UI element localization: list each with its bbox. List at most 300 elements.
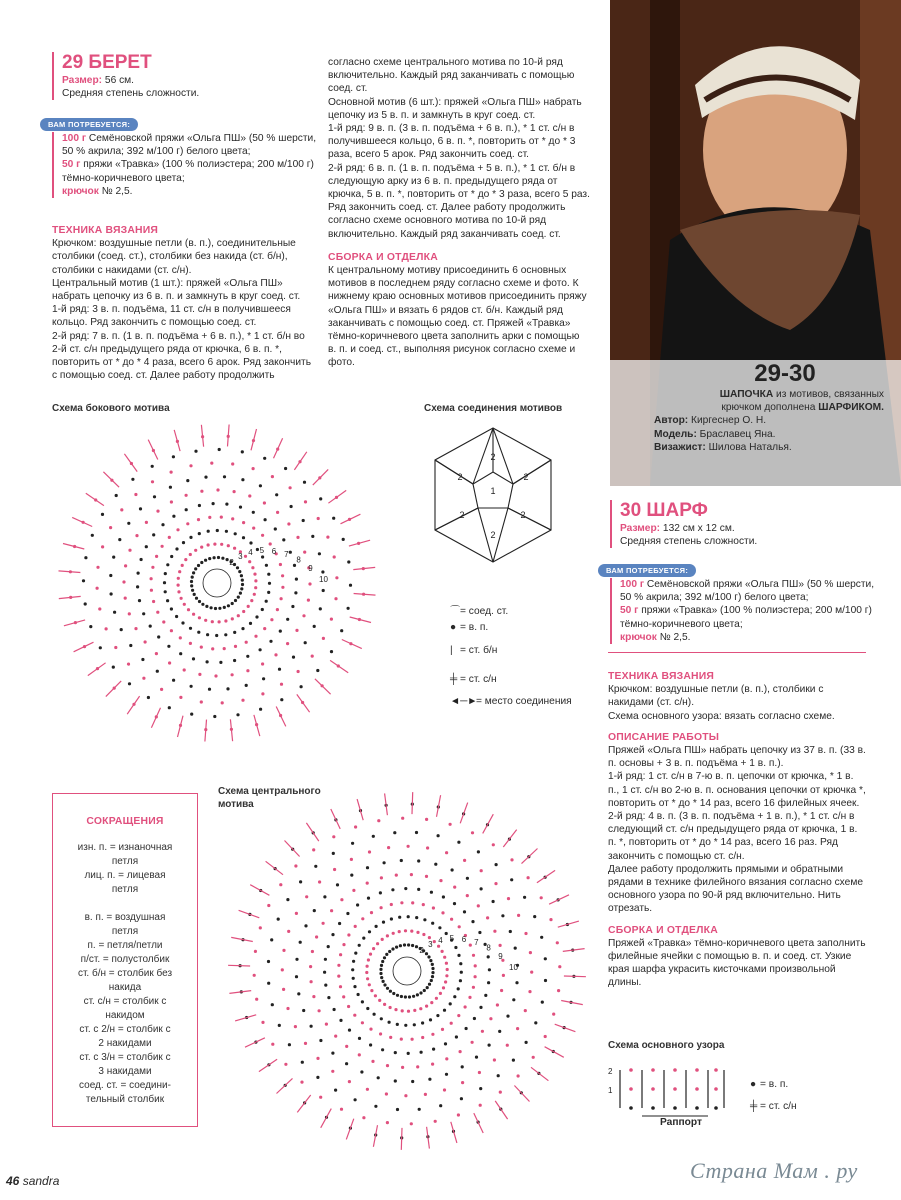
stitch-dot bbox=[362, 1116, 365, 1119]
stitch-dot bbox=[445, 932, 448, 935]
stitch-dot bbox=[375, 925, 378, 928]
stitch-dot bbox=[314, 865, 317, 868]
stitch-dot bbox=[360, 1070, 363, 1073]
page-footer bbox=[6, 1174, 59, 1188]
stitch-spoke bbox=[228, 965, 250, 966]
beret-technique bbox=[52, 224, 314, 382]
stitch-dot bbox=[170, 607, 173, 610]
stitch-dot bbox=[303, 551, 306, 554]
stitch-spoke bbox=[178, 716, 184, 737]
stitch-dot bbox=[180, 597, 183, 600]
stitch-dot bbox=[445, 1073, 448, 1076]
stitch-dot bbox=[259, 484, 262, 487]
stitch-spoke bbox=[63, 544, 84, 550]
stitch-dot bbox=[499, 944, 502, 947]
stitch-dot bbox=[309, 965, 312, 968]
stitch-dot bbox=[175, 615, 178, 618]
stitch-dot bbox=[193, 593, 196, 596]
stitch-dot bbox=[373, 1013, 376, 1016]
stitch-dot bbox=[261, 1021, 264, 1024]
stitch-dot bbox=[259, 648, 262, 651]
stitch-dot bbox=[282, 988, 285, 991]
stitch-dot bbox=[112, 666, 115, 669]
stitch-dot bbox=[295, 958, 298, 961]
stitch-dot bbox=[134, 627, 137, 630]
stitch-dot bbox=[368, 930, 371, 933]
stitch-dot bbox=[204, 619, 207, 622]
stitch-dot bbox=[427, 955, 430, 958]
stitch-dot bbox=[460, 1097, 463, 1100]
abbr-line: ст. с 3/н = столбик с bbox=[79, 1052, 171, 1063]
stitch-dot bbox=[239, 506, 242, 509]
stitch-dot bbox=[398, 930, 401, 933]
stitch-dot bbox=[312, 848, 315, 851]
stitch-dot bbox=[241, 583, 244, 586]
stitch-dot bbox=[348, 1029, 351, 1032]
stitch-dot bbox=[200, 646, 203, 649]
stitch-dot bbox=[194, 549, 197, 552]
stitch-dot bbox=[361, 1000, 364, 1003]
stitch-dot bbox=[218, 448, 221, 451]
stitch-dot bbox=[492, 900, 495, 903]
stitch-dot bbox=[400, 995, 403, 998]
stitch-dot bbox=[454, 946, 457, 949]
stitch-dot bbox=[338, 922, 341, 925]
stitch-dot bbox=[118, 538, 121, 541]
stitch-dot bbox=[316, 1076, 319, 1079]
stitch-dot bbox=[530, 971, 533, 974]
stitch-dot bbox=[493, 1058, 496, 1061]
stitch-dot bbox=[324, 958, 327, 961]
stitch-dot bbox=[533, 915, 536, 918]
stitch-dot bbox=[517, 914, 520, 917]
legend bbox=[450, 605, 600, 715]
stitch-dot bbox=[393, 831, 396, 834]
stitch-dot bbox=[388, 950, 391, 953]
stitch-dot bbox=[342, 943, 345, 946]
stitch-dot bbox=[347, 1005, 350, 1008]
stitch-dot bbox=[286, 1007, 289, 1010]
stitch-dot bbox=[400, 1038, 403, 1041]
stitch-dot bbox=[431, 971, 434, 974]
stitch-dot bbox=[194, 450, 197, 453]
stitch-dot bbox=[457, 987, 460, 990]
stitch-dot bbox=[282, 538, 285, 541]
stitch-dot bbox=[422, 933, 425, 936]
stitch-dot bbox=[407, 845, 410, 848]
abbr-line: ст. б/н = столбик без bbox=[77, 968, 173, 979]
stitch-dot bbox=[242, 521, 245, 524]
stitch-dot bbox=[227, 544, 230, 547]
stitch-dot bbox=[407, 1010, 410, 1013]
stitch-dot bbox=[383, 861, 386, 864]
stitch-dot bbox=[186, 479, 189, 482]
stitch-dot bbox=[109, 526, 112, 529]
stitch-dot bbox=[241, 627, 244, 630]
stitch-dot bbox=[253, 974, 256, 977]
stitch-dot bbox=[240, 587, 243, 590]
stitch-dot bbox=[166, 563, 169, 566]
stitch-dot bbox=[422, 903, 425, 906]
stitch-spoke bbox=[555, 1024, 576, 1032]
stitch-spoke bbox=[297, 1095, 310, 1112]
stitch-dot bbox=[280, 597, 283, 600]
stitch-dot bbox=[244, 555, 247, 558]
stitch-dot bbox=[336, 883, 339, 886]
stitch-spoke bbox=[88, 663, 106, 676]
stitch-dot bbox=[356, 903, 359, 906]
stitch-dot bbox=[131, 478, 134, 481]
stitch-dot bbox=[91, 534, 94, 537]
scarf-body bbox=[608, 670, 866, 990]
stitch-dot bbox=[366, 866, 369, 869]
stitch-dot bbox=[289, 551, 292, 554]
stitch-dot bbox=[157, 635, 160, 638]
stitch-dot bbox=[380, 1017, 383, 1020]
stitch-dot bbox=[380, 976, 383, 979]
stitch-dot bbox=[231, 517, 234, 520]
stitch-dot bbox=[176, 528, 179, 531]
stitch-dot bbox=[198, 673, 201, 676]
stitch-dot bbox=[295, 912, 298, 915]
stitch-dot bbox=[323, 895, 326, 898]
stitch-dot bbox=[181, 564, 184, 567]
stitch-dot bbox=[291, 605, 294, 608]
stitch-dot bbox=[246, 655, 249, 658]
scarf-hook-value: № 2,5. bbox=[656, 631, 691, 643]
beret-header bbox=[52, 52, 302, 100]
stitch-dot bbox=[138, 599, 141, 602]
caption-hat: ШАПОЧКА bbox=[719, 389, 774, 400]
stitch-dot bbox=[276, 511, 279, 514]
stitch-dot bbox=[532, 1056, 535, 1059]
stitch-dot bbox=[316, 669, 319, 672]
stitch-dot bbox=[358, 1037, 361, 1040]
stitch-dot bbox=[403, 943, 406, 946]
stitch-dot bbox=[330, 909, 333, 912]
scarf-materials bbox=[610, 578, 878, 644]
page-number: 46 bbox=[6, 1174, 20, 1188]
stitch-dot bbox=[140, 558, 143, 561]
stitch-dot bbox=[411, 1080, 414, 1083]
stitch-dot bbox=[426, 986, 429, 989]
stitch-spoke bbox=[558, 921, 579, 927]
stitch-dot bbox=[342, 995, 345, 998]
stitch-dot bbox=[323, 971, 326, 974]
stitch-dot bbox=[189, 464, 192, 467]
stitch-dot bbox=[189, 536, 192, 539]
stitch-dot bbox=[128, 682, 131, 685]
stitch-dot bbox=[381, 960, 384, 963]
stitch-dot bbox=[313, 625, 316, 628]
stitch-dot bbox=[281, 586, 284, 589]
stitch-dot bbox=[241, 478, 244, 481]
stitch-dot bbox=[429, 959, 432, 962]
stitch-dot bbox=[274, 527, 277, 530]
stitch-dot bbox=[287, 522, 290, 525]
stitch-dot bbox=[150, 589, 153, 592]
stitch-spoke bbox=[483, 814, 494, 833]
stitch-dot bbox=[361, 1021, 364, 1024]
caption-author-label: Автор: bbox=[654, 415, 689, 427]
stitch-dot bbox=[311, 535, 314, 538]
stitch-spoke bbox=[357, 799, 363, 820]
stitch-dot bbox=[499, 1091, 502, 1094]
stitch-dot bbox=[421, 1036, 424, 1039]
stitch-dot bbox=[425, 1005, 428, 1008]
stitch-dot bbox=[204, 559, 207, 562]
stitch-dot bbox=[263, 627, 266, 630]
stitch-dot bbox=[155, 555, 158, 558]
abbr-line bbox=[53, 897, 197, 911]
stitch-dot bbox=[267, 982, 270, 985]
stitch-dot bbox=[472, 954, 475, 957]
scarf-assembly-text: Пряжей «Травка» тёмно-коричневого цвета заполнить филейные ячейки с помощью в. п. и соед. ст. Узкие края шарфа украсить кисточками произвольной длины. bbox=[608, 937, 866, 989]
stitch-dot bbox=[382, 980, 385, 983]
beret-col2-p2: Основной мотив (6 шт.): пряжей «Ольга ПШ» набрать цепочку из 5 в. п. и замкнуть в круг соед. ст. bbox=[328, 96, 582, 121]
stitch-dot bbox=[241, 450, 244, 453]
stitch-dot bbox=[366, 882, 369, 885]
stitch-dot bbox=[269, 640, 272, 643]
stitch-dot bbox=[179, 696, 182, 699]
stitch-dot bbox=[179, 652, 182, 655]
stitch-spoke bbox=[72, 517, 92, 526]
stitch-dot bbox=[150, 577, 153, 580]
row-label: 5 bbox=[449, 934, 455, 944]
stitch-dot bbox=[529, 951, 532, 954]
row-label: 5 bbox=[259, 546, 265, 556]
stitch-dot bbox=[340, 1108, 343, 1111]
dc-icon-2: ╪ bbox=[750, 1101, 758, 1112]
stitch-dot bbox=[457, 954, 460, 957]
stitch-dot bbox=[469, 944, 472, 947]
stitch-spoke bbox=[495, 1101, 507, 1119]
stitch-spoke bbox=[276, 707, 286, 727]
stitch-dot bbox=[379, 972, 382, 975]
stitch-dot bbox=[510, 858, 513, 861]
stitch-dot bbox=[307, 599, 310, 602]
stitch-spoke bbox=[342, 640, 362, 649]
beret-yarn1-qty: 100 г bbox=[62, 133, 87, 144]
stitch-dot bbox=[184, 558, 187, 561]
stitch-dot bbox=[410, 1122, 413, 1125]
stitch-dot bbox=[540, 896, 543, 899]
stitch-dot bbox=[308, 582, 311, 585]
stitch-dot bbox=[190, 713, 193, 716]
stitch-dot bbox=[488, 1044, 491, 1047]
stitch-dot bbox=[286, 618, 289, 621]
caption-author: Киргеснер О. Н. bbox=[688, 415, 767, 427]
stitch-dot bbox=[413, 1023, 416, 1026]
stitch-dot bbox=[445, 974, 448, 977]
stitch-dot bbox=[434, 1120, 437, 1123]
stitch-dot bbox=[450, 918, 453, 921]
stitch-dot bbox=[216, 529, 219, 532]
caption-line1: из мотивов, связанных bbox=[773, 389, 884, 400]
stitch-dot bbox=[162, 620, 165, 623]
stitch-dot bbox=[270, 618, 273, 621]
scarf-technique-title: ТЕХНИКА ВЯЗАНИЯ bbox=[608, 671, 715, 682]
stitch-dot bbox=[332, 835, 335, 838]
stitch-dot bbox=[151, 465, 154, 468]
stitch-dot bbox=[248, 560, 251, 563]
stitch-dot bbox=[142, 612, 145, 615]
stitch-dot bbox=[435, 997, 438, 1000]
stitch-dot bbox=[252, 511, 255, 514]
abbr-line: изн. п. = изнаночная bbox=[77, 842, 173, 853]
stitch-dot bbox=[365, 971, 368, 974]
stitch-dot bbox=[191, 576, 194, 579]
stitch-spoke bbox=[531, 1067, 548, 1080]
stitch-dot bbox=[557, 989, 560, 992]
stitch-dot bbox=[311, 655, 314, 658]
legend-dc: = ст. с/н bbox=[460, 674, 497, 685]
stitch-dot bbox=[270, 938, 273, 941]
stitch-dot bbox=[492, 843, 495, 846]
stitch-dot bbox=[284, 1063, 287, 1066]
stitch-spoke bbox=[294, 452, 306, 470]
stitch-dot bbox=[99, 646, 102, 649]
stitch-dot bbox=[512, 998, 515, 1001]
stitch-dot bbox=[339, 985, 342, 988]
stitch-dot bbox=[237, 614, 240, 617]
chain-icon-2: ● bbox=[750, 1079, 757, 1090]
stitch-dot bbox=[386, 987, 389, 990]
stitch-dot bbox=[442, 895, 445, 898]
stitch-dot bbox=[380, 876, 383, 879]
stitch-dot bbox=[170, 471, 173, 474]
stitch-dot bbox=[267, 573, 270, 576]
stitch-dot bbox=[358, 944, 361, 947]
stitch-dot bbox=[248, 494, 251, 497]
stitch-dot bbox=[351, 968, 354, 971]
stitch-dot bbox=[383, 983, 386, 986]
stitch-dot bbox=[265, 600, 268, 603]
stitch-dot bbox=[295, 578, 298, 581]
stitch-dot bbox=[239, 592, 242, 595]
legend-sc: = ст. б/н bbox=[460, 645, 498, 656]
stitch-dot bbox=[139, 507, 142, 510]
stitch-dot bbox=[218, 607, 221, 610]
stitch-dot bbox=[204, 476, 207, 479]
stitch-dot bbox=[231, 602, 234, 605]
central-motif-diagram bbox=[222, 786, 592, 1156]
stitch-dot bbox=[267, 960, 270, 963]
dc-icon: ╪ bbox=[450, 674, 458, 685]
stitch-dot bbox=[250, 599, 253, 602]
stitch-dot bbox=[416, 1065, 419, 1068]
scarf-desc1: Пряжей «Ольга ПШ» набрать цепочку из 37 в. п. (33 в. п. основы + 3 в. п. подъёма + 1 в. п.). bbox=[608, 745, 866, 770]
scarf-need-badge: ВАМ ПОТРЕБУЕТСЯ: bbox=[598, 564, 696, 577]
stitch-dot bbox=[449, 1002, 452, 1005]
stitch-dot bbox=[192, 571, 195, 574]
scarf-yarn1-qty: 100 г bbox=[620, 579, 645, 590]
stitch-spoke bbox=[245, 1038, 265, 1047]
scarf-technique-text: Крючком: воздушные петли (в. п.), столбики с накидами (ст. с/н). bbox=[608, 684, 824, 709]
stitch-dot bbox=[127, 522, 130, 525]
stitch-dot bbox=[152, 600, 155, 603]
stitch-dot bbox=[326, 536, 329, 539]
stitch-dot bbox=[153, 495, 156, 498]
stitch-dot bbox=[381, 938, 384, 941]
stitch-dot bbox=[346, 912, 349, 915]
stitch-dot bbox=[347, 560, 350, 563]
legend-chain-2: = в. п. bbox=[760, 1079, 789, 1090]
stitch-dot bbox=[213, 715, 216, 718]
stitch-dot bbox=[429, 1018, 432, 1021]
stitch-dot bbox=[331, 1070, 334, 1073]
beret-hook-label: крючок bbox=[62, 185, 99, 197]
stitch-dot bbox=[380, 964, 383, 967]
row-label: 7 bbox=[474, 937, 479, 947]
stitch-dot bbox=[246, 669, 249, 672]
stitch-dot bbox=[387, 846, 390, 849]
stitch-dot bbox=[404, 929, 407, 932]
stitch-dot bbox=[466, 894, 469, 897]
beret-need-badge: ВАМ ПОТРЕБУЕТСЯ: bbox=[40, 118, 138, 131]
legend-dc-2: = ст. с/н bbox=[760, 1101, 797, 1112]
stitch-dot bbox=[431, 922, 434, 925]
stitch-dot bbox=[261, 662, 264, 665]
beret-size-label: Размер: bbox=[62, 75, 103, 86]
stitch-dot bbox=[200, 561, 203, 564]
stitch-dot bbox=[254, 586, 257, 589]
stitch-dot bbox=[271, 1003, 274, 1006]
stitch-dot bbox=[151, 480, 154, 483]
side-motif-title: Схема бокового мотива bbox=[52, 403, 170, 414]
stitch-dot bbox=[369, 1028, 372, 1031]
stitch-dot bbox=[324, 984, 327, 987]
stitch-dot bbox=[443, 1009, 446, 1012]
stitch-dot bbox=[134, 493, 137, 496]
slip-stitch-icon: ⌒ bbox=[450, 606, 461, 617]
stitch-dot bbox=[524, 932, 527, 935]
scarf-yarn1-text: Семёновской пряжи «Ольга ПШ» (50 % шерсти, 50 % акрила; 392 м/100 г) белого цвета; bbox=[620, 579, 875, 604]
stitch-dot bbox=[396, 994, 399, 997]
stitch-spoke bbox=[205, 720, 207, 742]
stitch-dot bbox=[433, 940, 436, 943]
abbr-line: п. = петля/петли bbox=[87, 940, 163, 951]
stitch-dot bbox=[295, 975, 298, 978]
stitch-dot bbox=[168, 706, 171, 709]
stitch-dot bbox=[208, 557, 211, 560]
stitch-dot bbox=[332, 517, 335, 520]
stitch-spoke bbox=[103, 472, 119, 487]
stitch-dot bbox=[388, 1021, 391, 1024]
stitch-spoke bbox=[254, 715, 260, 736]
stitch-dot bbox=[288, 1043, 291, 1046]
stitch-dot bbox=[348, 1080, 351, 1083]
stitch-dot bbox=[411, 901, 414, 904]
stitch-dot bbox=[124, 564, 127, 567]
stitch-dot bbox=[115, 494, 118, 497]
stitch-dot bbox=[475, 1056, 478, 1059]
stitch-dot bbox=[443, 956, 446, 959]
stitch-spoke bbox=[460, 803, 468, 824]
stitch-dot bbox=[412, 995, 415, 998]
hex-label-center: 1 bbox=[490, 486, 496, 496]
stitch-dot bbox=[401, 1009, 404, 1012]
row-label: 10 bbox=[509, 962, 518, 972]
stitch-dot bbox=[233, 490, 236, 493]
side-motif-diagram bbox=[52, 418, 382, 748]
stitch-dot bbox=[514, 947, 517, 950]
stitch-dot bbox=[331, 933, 334, 936]
stitch-dot bbox=[386, 934, 389, 937]
stitch-dot bbox=[430, 1001, 433, 1004]
stitch-dot bbox=[459, 979, 462, 982]
stitch-dot bbox=[444, 980, 447, 983]
